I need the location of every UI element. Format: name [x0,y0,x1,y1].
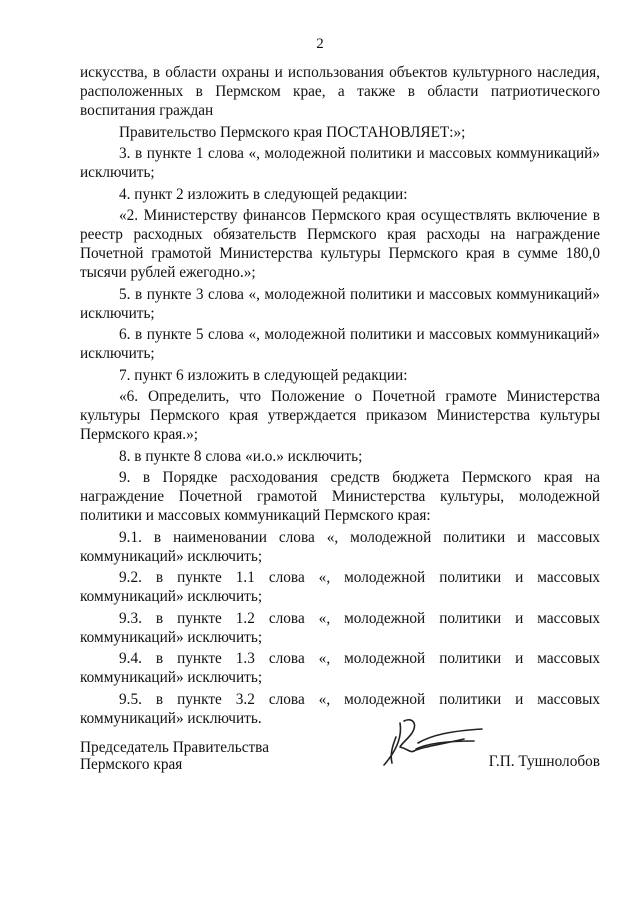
handwritten-signature [378,713,488,775]
paragraph: 9.2. в пункте 1.1 слова «, молодежной политики и массовых коммуникаций» исключить; [80,569,600,605]
paragraph: 9. в Порядке расходования средств бюджета Пермского края на награждение Почетной грамотой Министерства культуры, молодежной политики и массовых коммуникаций Пермского края: [80,469,600,524]
page-number: 2 [316,36,324,52]
paragraph: 3. в пункте 1 слова «, молодежной политики и массовых коммуникаций» исключить; [80,145,600,181]
paragraph: 9.4. в пункте 1.3 слова «, молодежной политики и массовых коммуникаций» исключить; [80,650,600,686]
paragraph: 9.5. в пункте 3.2 слова «, молодежной политики и массовых коммуникаций» исключить. [80,690,600,727]
paragraph: 5. в пункте 3 слова «, молодежной политики и массовых коммуникаций» исключить; [80,285,600,322]
paragraph: 9.1. в наименовании слова «, молодежной политики и массовых коммуникаций» исключить; [80,528,600,565]
paragraph: 4. пункт 2 изложить в следующей редакции: [119,185,408,203]
paragraph: 8. в пункте 8 слова «и.о.» исключить; [119,447,363,465]
paragraph: искусства, в области охраны и использования объектов культурного наследия, расположенных в Пермском крае, а также в области патриотического воспитания граждан [80,64,600,119]
paragraph: 9.3. в пункте 1.2 слова «, молодежной политики и массовых коммуникаций» исключить; [80,609,600,646]
signer-title-line-1: Председатель Правительства [80,739,269,756]
paragraph: «2. Министерству финансов Пермского края осуществлять включение в реестр расходных обязательств Пермского края расходы на награждение Почетной грамотой Министерства культуры Пермского края в сумме 180,0 тысячи рублей ежегодно.»; [80,207,600,281]
signer-name: Г.П. Тушнолобов [488,753,600,770]
signer-title-line-2: Пермского края [80,756,183,773]
paragraph: 7. пункт 6 изложить в следующей редакции: [119,366,408,384]
paragraph: 6. в пункте 5 слова «, молодежной политики и массовых коммуникаций» исключить; [80,326,600,362]
signature-block [80,739,600,799]
document-body [80,63,600,730]
paragraph: Правительство Пермского края ПОСТАНОВЛЯЕТ:»; [119,123,466,141]
paragraph: «6. Определить, что Положение о Почетной грамоте Министерства культуры Пермского края утверждается приказом Министерства культуры Пермского края.»; [80,388,600,443]
